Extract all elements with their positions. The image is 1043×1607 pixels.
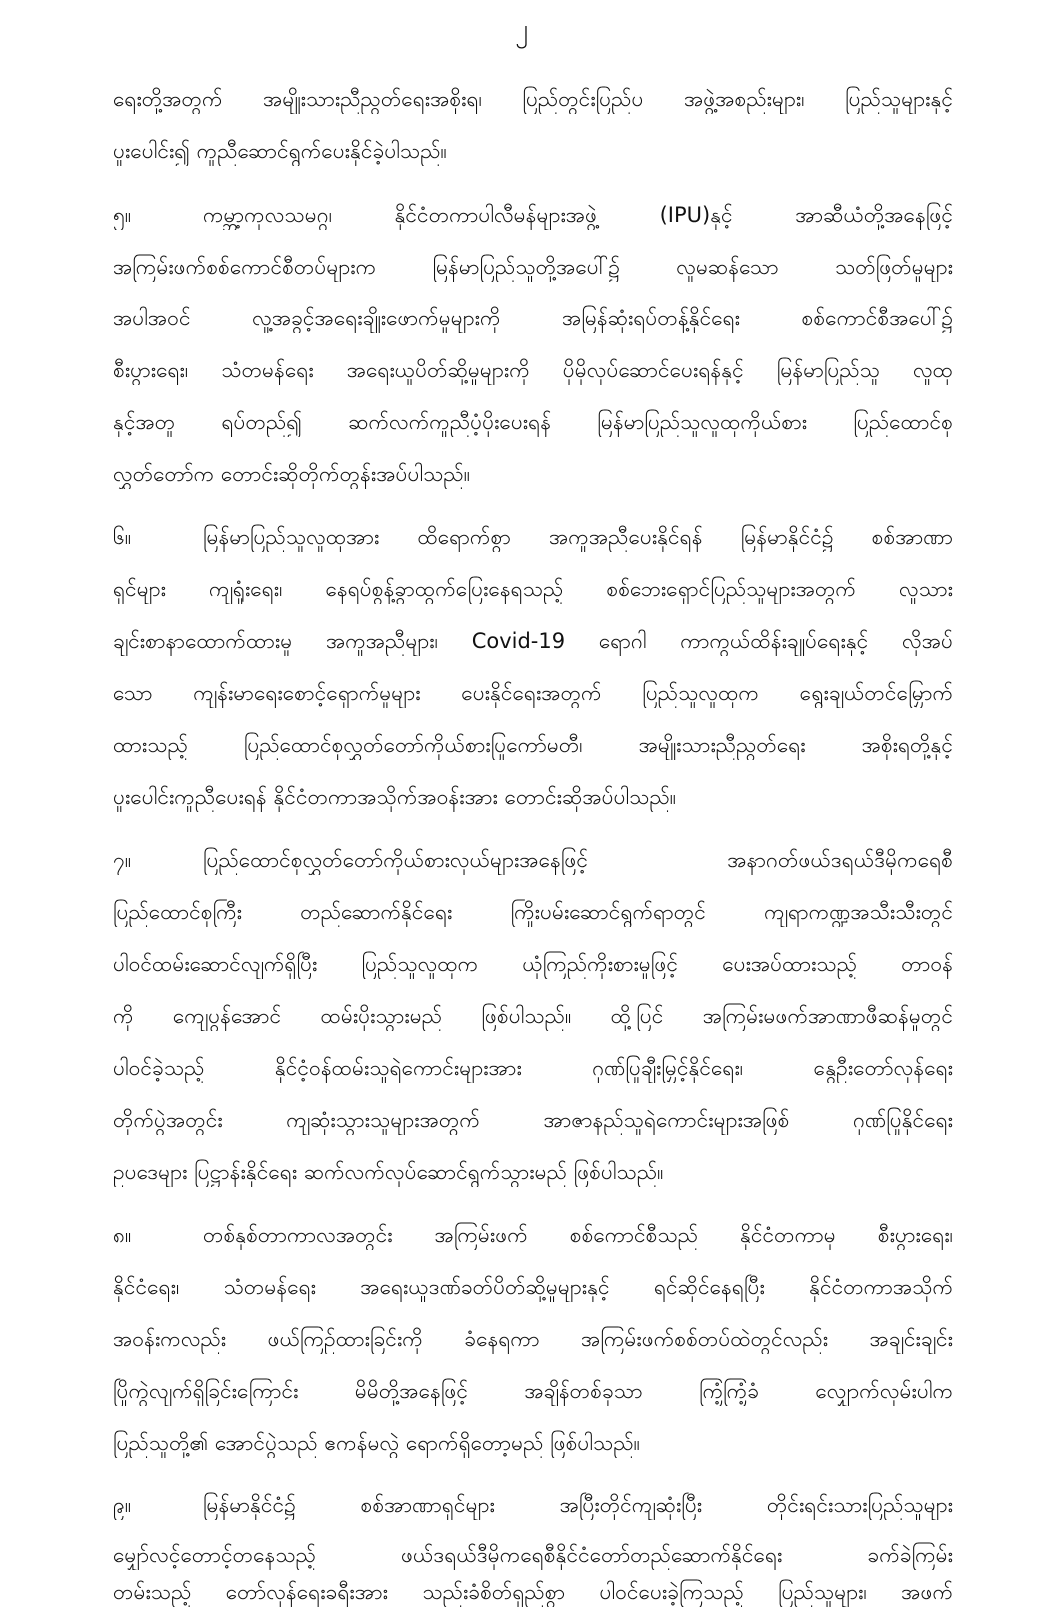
paragraph-line: ကမ္ဘာ့ကုလသမဂ္ဂ၊ နိုင်ငံတကာပါလီမန်များအဖွဲ့ (IPU)နှင့် အာဆီယံတို့အနေဖြင့် [203,203,953,227]
paragraph-line: နိုင်ငံရေး၊ သံတမန်ရေး အရေးယူဒဏ်ခတ်ပိတ်ဆို့မှုများနှင့် ရင်ဆိုင်နေရပြီး နိုင်ငံတကာအသိုက် [113,1275,953,1299]
paragraph-line: မြန်မာပြည်သူလူထုအား ထိရောက်စွာ အကူအညီပေးနိုင်ရန် မြန်မာနိုင်ငံ၌ စစ်အာဏာ [203,525,953,549]
paragraph-number: ၆။ [113,525,132,549]
paragraph-line: အပါအဝင် လူ့အခွင့်အရေးချိုးဖောက်မှုများကို အမြန်ဆုံးရပ်တန့်နိုင်ရေး စစ်ကောင်စီအပေါ်၌ [113,306,953,330]
paragraph-first-line [113,200,953,230]
paragraph-line: သော ကျန်းမာရေးစောင့်ရှောက်မှုများ ပေးနိုင်ရေးအတွက် ပြည်သူလူထုက ရွေးချယ်တင်မြှောက် [113,681,953,705]
paragraph-line: ပါဝင်ထမ်းဆောင်လျက်ရှိပြီး ပြည်သူလူထုက ယုံကြည်ကိုးစားမှုဖြင့် ပေးအပ်ထားသည့် တာဝန် [113,952,953,976]
paragraph-number: ၇။ [113,848,132,872]
paragraph-first-line [113,1490,953,1520]
paragraph-line: ကို ကျေပွန်အောင် ထမ်းပိုးသွားမည် ဖြစ်ပါသည်။ ထို့ပြင် အကြမ်းမဖက်အာဏာဖီဆန်မှုတွင် [113,1004,953,1028]
paragraph-line: မျှော်လင့်တောင့်တနေသည့် ဖယ်ဒရယ်ဒီမိုကရေစီနိုင်ငံတော်တည်ဆောက်နိုင်ရေး ခက်ခဲကြမ်း [113,1543,953,1567]
paragraph-line: လွှတ်တော်က တောင်းဆိုတိုက်တွန်းအပ်ပါသည်။ [113,462,471,486]
paragraph-line: စီးပွားရေး၊ သံတမန်ရေး အရေးယူပိတ်ဆို့မှုများကို ပိုမိုလုပ်ဆောင်ပေးရန်နှင့် မြန်မာပြည်သူ လူထု [113,358,953,382]
paragraph-first-line [113,1220,953,1250]
paragraph-line: တစ်နှစ်တာကာလအတွင်း အကြမ်းဖက် စစ်ကောင်စီသည် နိုင်ငံတကာမှ စီးပွားရေး၊ [203,1223,953,1247]
paragraph-line: ရေးတို့အတွက် အမျိုးသားညီညွတ်ရေးအစိုးရ၊ ပြည်တွင်းပြည်ပ အဖွဲ့အစည်းများ၊ ပြည်သူများနှင့် [113,87,953,111]
page-number: ၂ [515,14,528,44]
paragraph-line: ပြည်သူတို့၏ အောင်ပွဲသည် ဧကန်မလွဲ ရောက်ရှိတော့မည် ဖြစ်ပါသည်။ [113,1431,640,1455]
paragraph-line: အဝန်းကလည်း ဖယ်ကြဉ်ထားခြင်းကို ခံနေရကာ အကြမ်းဖက်စစ်တပ်ထဲတွင်လည်း အချင်းချင်း [113,1327,953,1351]
paragraph-line: မြန်မာနိုင်ငံ၌ စစ်အာဏာရှင်များ အပြီးတိုင်ကျဆုံးပြီး တိုင်းရင်းသားပြည်သူများ [203,1493,953,1517]
paragraph-first-line [113,522,953,552]
paragraph-line: ချင်းစာနာထောက်ထားမှု အကူအညီများ၊ Covid-19 ရောဂါ ကာကွယ်ထိန်းချုပ်ရေးနှင့် လိုအပ် [113,629,953,653]
paragraph-line: တိုက်ပွဲအတွင်း ကျဆုံးသွားသူများအတွက် အာဇာနည်သူရဲကောင်းများအဖြစ် ဂုဏ်ပြုနိုင်ရေး [113,1108,953,1132]
paragraph-line: ပြည်ထောင်စုကြီး တည်ဆောက်နိုင်ရေး ကြိုးပမ်းဆောင်ရွက်ရာတွင် ကျရာကဏ္ဍအသီးသီးတွင် [113,900,953,924]
paragraph-number: ၈။ [113,1223,132,1247]
paragraph-line: ပူးပေါင်း၍ ကူညီဆောင်ရွက်ပေးနိုင်ခဲ့ပါသည်။ [113,139,447,163]
paragraph-line: ဥပဒေများ ပြဋ္ဌာန်းနိုင်ရေး ဆက်လက်လုပ်ဆောင်ရွက်သွားမည် ဖြစ်ပါသည်။ [113,1160,664,1184]
paragraph-first-line [113,845,953,875]
paragraph-line: ပြိုကွဲလျက်ရှိခြင်းကြောင်း မိမိတို့အနေဖြင့် အချိန်တစ်ခုသာ ကြံ့ကြံ့ခံ လျှောက်လှမ်းပါက [113,1379,953,1403]
paragraph-line: တမ်းသည့် တော်လှန်ရေးခရီးအား သည်းခံစိတ်ရှည်စွာ ပါဝင်ပေးခဲ့ကြသည့် ပြည်သူများ၊ အဖက် [113,1580,953,1604]
paragraph-line: အကြမ်းဖက်စစ်ကောင်စီတပ်များက မြန်မာပြည်သူတို့အပေါ်၌ လူမဆန်သော သတ်ဖြတ်မှုများ [113,255,953,279]
paragraph-line: ပါဝင်ခဲ့သည့် နိုင်ငံ့ဝန်ထမ်းသူရဲကောင်းများအား ဂုဏ်ပြုချီးမြှင့်နိုင်ရေး၊ နွေဦးတော်လှန်ရေး [113,1056,953,1080]
paragraph-line: ရှင်များ ကျရှုံးရေး၊ နေရပ်စွန့်ခွာထွက်ပြေးနေရသည့် စစ်ဘေးရှောင်ပြည်သူများအတွက် လူသား [113,577,953,601]
paragraph-line: ပြည်ထောင်စုလွှတ်တော်ကိုယ်စားလှယ်များအနေဖြင့် အနာဂတ်ဖယ်ဒရယ်ဒီမိုကရေစီ [203,848,953,872]
paragraph-line: နှင့်အတူ ရပ်တည်၍ ဆက်လက်ကူညီပံ့ပိုးပေးရန် မြန်မာပြည်သူလူထုကိုယ်စား ပြည်ထောင်စု [113,410,953,434]
paragraph-number: ၅။ [113,203,132,227]
paragraph-number: ၉။ [113,1493,132,1517]
paragraph-line: ထားသည့် ပြည်ထောင်စုလွှတ်တော်ကိုယ်စားပြုကော်မတီ၊ အမျိုးသားညီညွတ်ရေး အစိုးရတို့နှင့် [113,733,953,757]
paragraph-line: ပူးပေါင်းကူညီပေးရန် နိုင်ငံတကာအသိုက်အဝန်းအား တောင်းဆိုအပ်ပါသည်။ [113,785,677,809]
